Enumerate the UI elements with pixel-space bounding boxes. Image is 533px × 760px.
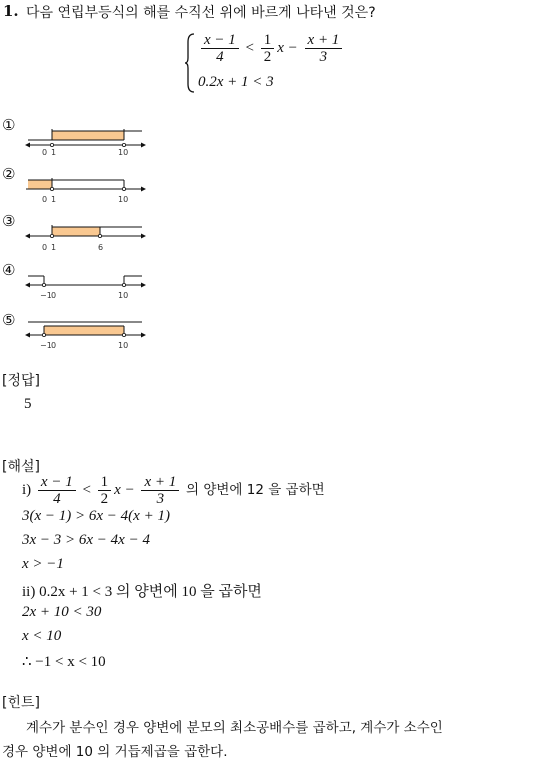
- number-line-option-4: [22, 269, 152, 303]
- number-line-svg: [22, 173, 152, 207]
- tick-label: 6: [98, 243, 104, 252]
- number-line-svg: [22, 220, 152, 254]
- solution-line: 2x + 10 < 30: [22, 604, 102, 620]
- option-marker-5[interactable]: ⑤: [2, 311, 16, 329]
- tick-label: 10: [118, 291, 129, 300]
- option-marker-2[interactable]: ②: [2, 165, 16, 183]
- number-line-option-3: [22, 220, 152, 254]
- hint-text-line-1: 계수가 분수인 경우 양변에 분모의 최소공배수를 곱하고, 계수가 소수인: [26, 720, 443, 736]
- solution-line: 3x − 3 > 6x − 4x − 4: [22, 532, 150, 548]
- tick-label: −1: [40, 341, 52, 350]
- tick-label: 0: [42, 243, 48, 252]
- inequality-line-2: 0.2x + 1 < 3: [198, 74, 274, 90]
- solution-header: [해설]: [2, 459, 40, 475]
- option-marker-3[interactable]: ③: [2, 212, 16, 230]
- question-number: 1.: [3, 2, 19, 20]
- answer-value: 5: [24, 396, 32, 412]
- solution-step-2: ii) 0.2x + 1 < 3 의 양변에 10 을 곱하면: [22, 584, 262, 600]
- number-line-option-2: [22, 173, 152, 207]
- hint-header: [힌트]: [2, 695, 40, 711]
- tick-label: 1: [51, 195, 57, 204]
- hint-text-line-2: 경우 양변에 10 의 거듭제곱을 곱한다.: [2, 744, 228, 760]
- number-line-svg: [22, 124, 152, 158]
- left-brace-icon: [184, 32, 196, 94]
- tick-label: 1: [51, 148, 57, 157]
- answer-header: [정답]: [2, 373, 40, 389]
- solution-conclusion: ∴ −1 < x < 10: [22, 654, 106, 670]
- option-marker-4[interactable]: ④: [2, 261, 16, 279]
- number-line-svg: [22, 319, 152, 353]
- number-line-svg: [22, 269, 152, 303]
- option-marker-1[interactable]: ①: [2, 116, 16, 134]
- tick-label: 10: [118, 341, 129, 350]
- tick-label: 0: [51, 291, 57, 300]
- tick-label: 0: [51, 341, 57, 350]
- tick-label: 1: [51, 243, 57, 252]
- solution-step-1: i) $\frac{x - 1}{4}$ < $\frac{1}{2}$ x − $\frac{x + 1}{3}$ 의 양변에 12 을 곱하면: [22, 474, 325, 507]
- question-text: 다음 연립부등식의 해를 수직선 위에 바르게 나타낸 것은?: [26, 5, 376, 21]
- tick-label: 10: [118, 148, 129, 157]
- tick-label: 10: [118, 195, 129, 204]
- number-line-option-1: [22, 124, 152, 158]
- solution-line: x > −1: [22, 556, 64, 572]
- tick-label: 0: [42, 148, 48, 157]
- tick-label: −1: [40, 291, 52, 300]
- solution-line: 3(x − 1) > 6x − 4(x + 1): [22, 508, 170, 524]
- tick-label: 0: [42, 195, 48, 204]
- number-line-option-5: [22, 319, 152, 353]
- inequality-line-1: $\frac{x - 1}{4}$ < $\frac{1}{2}$ x − $\frac{x + 1}{3}$: [198, 32, 345, 65]
- solution-line: x < 10: [22, 628, 62, 644]
